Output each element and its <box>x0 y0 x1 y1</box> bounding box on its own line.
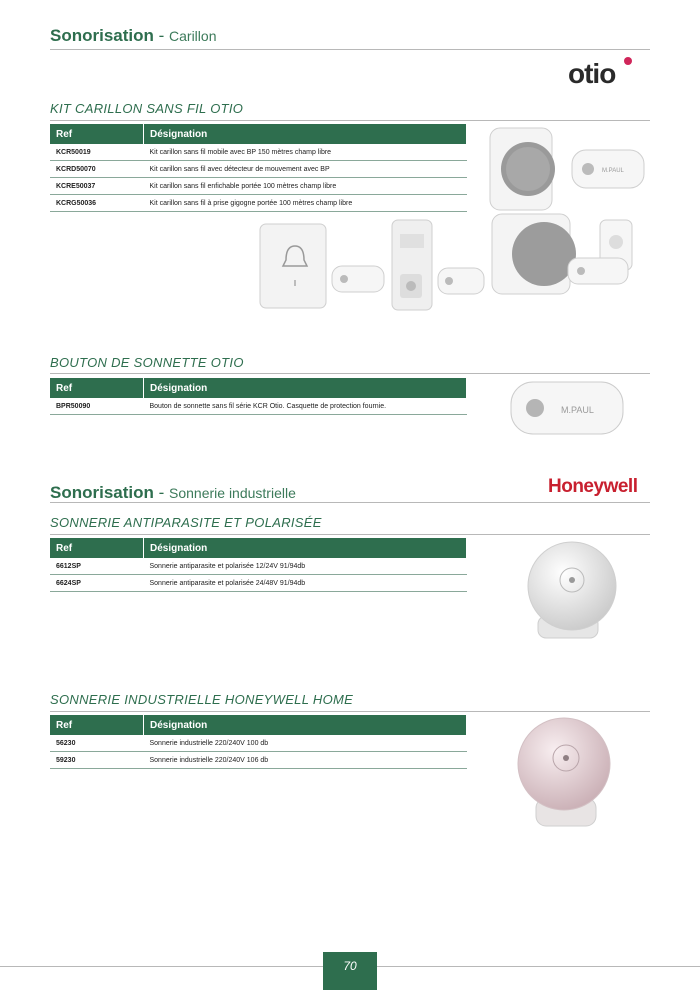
category-subtitle: Sonnerie industrielle <box>169 485 296 501</box>
designation-cell: Kit carillon sans fil mobile avec BP 150 mètres champ libre <box>144 144 467 161</box>
industrial-bell-image <box>514 712 614 832</box>
otio-logo: otio <box>568 58 616 89</box>
designation-cell: Kit carillon sans fil avec détecteur de mouvement avec BP <box>144 161 467 178</box>
section-title-kit-carillon: KIT CARILLON SANS FIL OTIO <box>50 101 244 116</box>
designation-cell: Sonnerie antiparasite et polarisée 12/24V 91/94db <box>144 558 467 575</box>
honeywell-logo: Honeywell <box>548 476 638 497</box>
ref-cell: KCR50019 <box>50 144 144 161</box>
table-row <box>50 195 467 212</box>
ref-cell: BPR50090 <box>50 398 144 415</box>
ref-cell: KCRE50037 <box>50 178 144 195</box>
product-table-bouton-sonnette <box>50 378 467 415</box>
ref-cell: 6612SP <box>50 558 144 575</box>
section-rule <box>50 373 650 374</box>
page-title <box>50 26 216 46</box>
designation-cell: Kit carillon sans fil à prise gigogne portée 100 mètres champ libre <box>144 195 467 212</box>
section-title-bouton-sonnette: BOUTON DE SONNETTE OTIO <box>50 355 244 370</box>
doorbell-variants-image <box>256 210 656 315</box>
header-rule <box>50 502 650 503</box>
title-separator: - <box>153 483 170 502</box>
button-label: M.PAUL <box>561 405 594 415</box>
col-header-designation: Désignation <box>144 378 467 398</box>
button-label: M.PAUL <box>602 168 624 174</box>
table-row <box>50 735 467 752</box>
title-separator: - <box>153 26 170 45</box>
section-title-sonnerie-antiparasite: SONNERIE ANTIPARASITE ET POLARISÉE <box>50 515 322 530</box>
ref-cell: KCRD50070 <box>50 161 144 178</box>
ref-cell: 59230 <box>50 752 144 769</box>
doorbell-button-image <box>505 378 630 440</box>
table-row <box>50 161 467 178</box>
col-header-designation: Désignation <box>144 715 467 735</box>
ref-cell: 56230 <box>50 735 144 752</box>
header-rule <box>50 49 650 50</box>
category-subtitle: Carillon <box>169 28 217 44</box>
page-number: 70 <box>323 952 377 990</box>
category-title: Sonorisation <box>50 483 154 502</box>
designation-cell: Kit carillon sans fil enfichable portée 100 mètres champ libre <box>144 178 467 195</box>
table-row <box>50 752 467 769</box>
section-rule <box>50 120 650 121</box>
col-header-ref: Ref <box>50 715 144 735</box>
designation-cell: Sonnerie industrielle 220/240V 100 db <box>144 735 467 752</box>
section-rule <box>50 534 650 535</box>
table-row <box>50 558 467 575</box>
table-row <box>50 178 467 195</box>
col-header-designation: Désignation <box>144 124 467 144</box>
product-table-sonnerie-industrielle <box>50 715 467 769</box>
col-header-ref: Ref <box>50 124 144 144</box>
product-table-kit-carillon <box>50 124 467 212</box>
table-row <box>50 575 467 592</box>
col-header-ref: Ref <box>50 538 144 558</box>
otio-logo-dot <box>624 57 632 65</box>
alarm-bell-image <box>520 540 630 646</box>
col-header-ref: Ref <box>50 378 144 398</box>
table-row <box>50 398 467 415</box>
col-header-designation: Désignation <box>144 538 467 558</box>
table-row <box>50 144 467 161</box>
category-title: Sonorisation <box>50 26 154 45</box>
designation-cell: Sonnerie antiparasite et polarisée 24/48V 91/94db <box>144 575 467 592</box>
section-title-sonnerie-industrielle: SONNERIE INDUSTRIELLE HONEYWELL HOME <box>50 692 354 707</box>
ref-cell: KCRG50036 <box>50 195 144 212</box>
designation-cell: Bouton de sonnette sans fil série KCR Otio. Casquette de protection fournie. <box>144 398 467 415</box>
designation-cell: Sonnerie industrielle 220/240V 106 db <box>144 752 467 769</box>
ref-cell: 6624SP <box>50 575 144 592</box>
page-title-2 <box>50 483 296 503</box>
product-table-sonnerie-antiparasite <box>50 538 467 592</box>
doorbell-kit-image <box>484 122 654 217</box>
